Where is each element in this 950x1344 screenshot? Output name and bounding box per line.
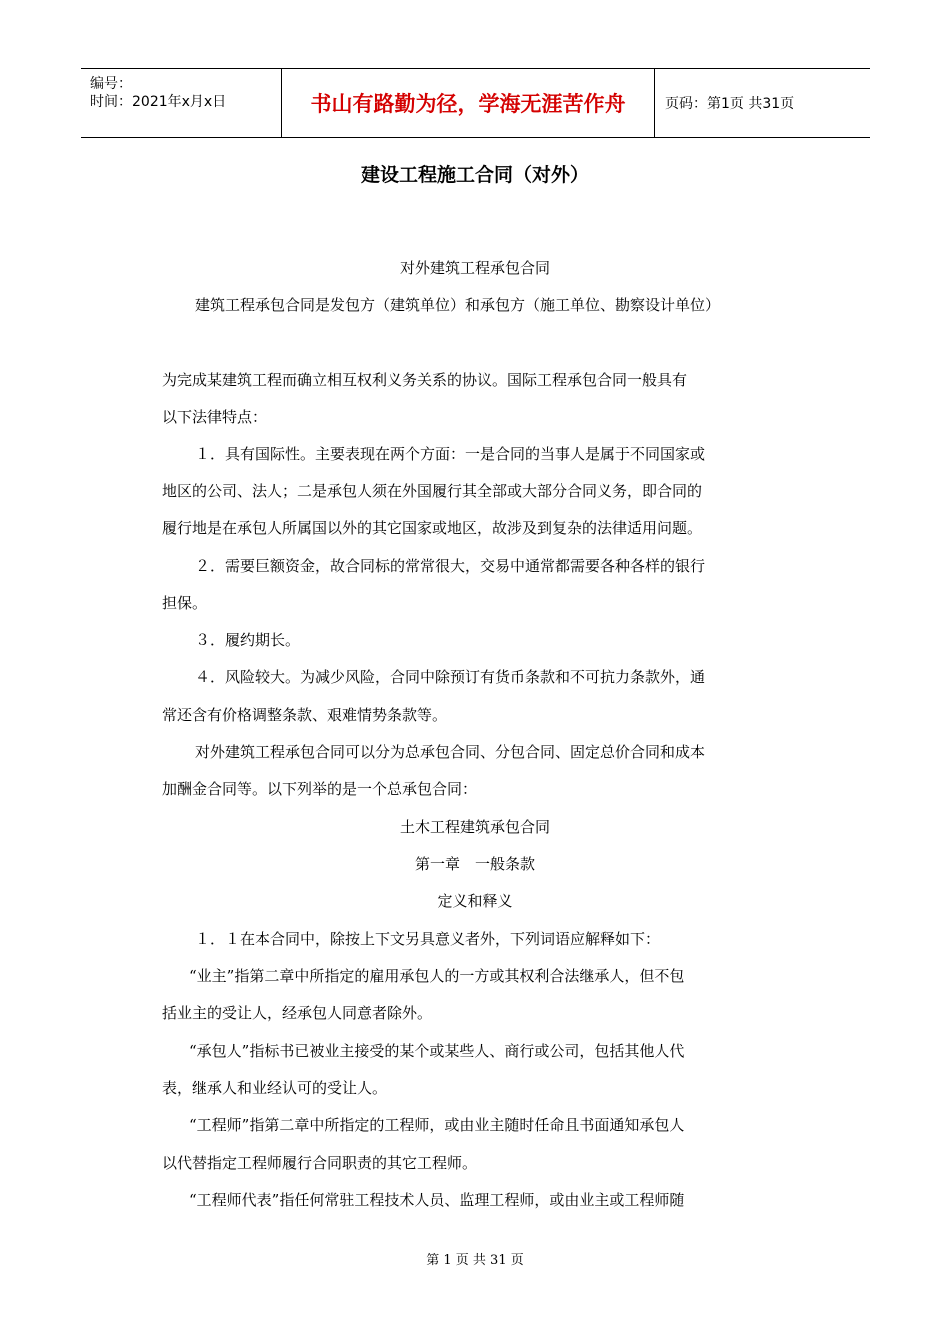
body-line: 建筑工程承包合同是发包方（建筑单位）和承包方（施工单位、勘察设计单位） <box>195 296 721 314</box>
body-line: “工程师”指第二章中所指定的工程师，或由业主随时任命且书面通知承包人 <box>189 1116 685 1134</box>
body-line: “承包人”指标书已被业主接受的某个或某些人、商行或公司，包括其他人代 <box>189 1042 685 1060</box>
header-divider <box>654 69 655 137</box>
body-line: １．具有国际性。主要表现在两个方面：一是合同的当事人是属于不同国家或 <box>195 445 706 463</box>
body-line: 对外建筑工程承包合同 <box>399 259 550 277</box>
header-meta <box>81 69 281 137</box>
body-line: ４．风险较大。为减少风险，合同中除预订有货币条款和不可抗力条款外，通 <box>195 668 706 686</box>
body-line: 地区的公司、法人；二是承包人须在外国履行其全部或大部分合同义务，即合同的 <box>162 482 703 500</box>
body-line: 表，继承人和业经认可的受让人。 <box>162 1079 388 1097</box>
page-footer: 第 1 页 共 31 页 <box>426 1253 524 1268</box>
document-title: 建设工程施工合同（对外） <box>360 164 589 186</box>
body-line: 常还含有价格调整条款、艰难情势条款等。 <box>162 706 448 724</box>
body-line: “工程师代表”指任何常驻工程技术人员、监理工程师，或由业主或工程师随 <box>189 1191 685 1209</box>
section-heading: 定义和释义 <box>437 892 513 910</box>
body-line: “业主”指第二章中所指定的雇用承包人的一方或其权利合法继承人，但不包 <box>189 967 685 985</box>
body-line: 以代替指定工程师履行合同职责的其它工程师。 <box>162 1154 478 1172</box>
body-line: ３．履约期长。 <box>195 631 301 649</box>
body-line: ２．需要巨额资金，故合同标的常常很大，交易中通常都需要各种各样的银行 <box>195 557 706 575</box>
document-date-label: 时间：2021年x月x日 <box>90 94 227 110</box>
chapter-heading: 第一章 一般条款 <box>414 855 535 873</box>
document-number-label: 编号： <box>90 76 132 92</box>
body-line: １．１在本合同中，除按上下文另具意义者外，下列词语应解释如下： <box>195 930 661 948</box>
header-table <box>81 68 870 138</box>
section-heading: 土木工程建筑承包合同 <box>399 818 550 836</box>
body-line: 括业主的受让人，经承包人同意者除外。 <box>162 1004 433 1022</box>
body-line: 担保。 <box>162 594 208 612</box>
body-line: 加酬金合同等。以下列举的是一个总承包合同： <box>162 780 478 798</box>
body-line: 为完成某建筑工程而确立相互权利义务关系的协议。国际工程承包合同一般具有 <box>162 371 688 389</box>
header-page-info: 页码：第1页 共31页 <box>665 96 795 112</box>
header-motto: 书山有路勤为径，学海无涯苦作舟 <box>310 92 626 116</box>
body-line: 履行地是在承包人所属国以外的其它国家或地区，故涉及到复杂的法律适用问题。 <box>162 519 703 537</box>
body-line: 以下法律特点： <box>162 408 268 426</box>
body-line: 对外建筑工程承包合同可以分为总承包合同、分包合同、固定总价合同和成本 <box>195 743 706 761</box>
